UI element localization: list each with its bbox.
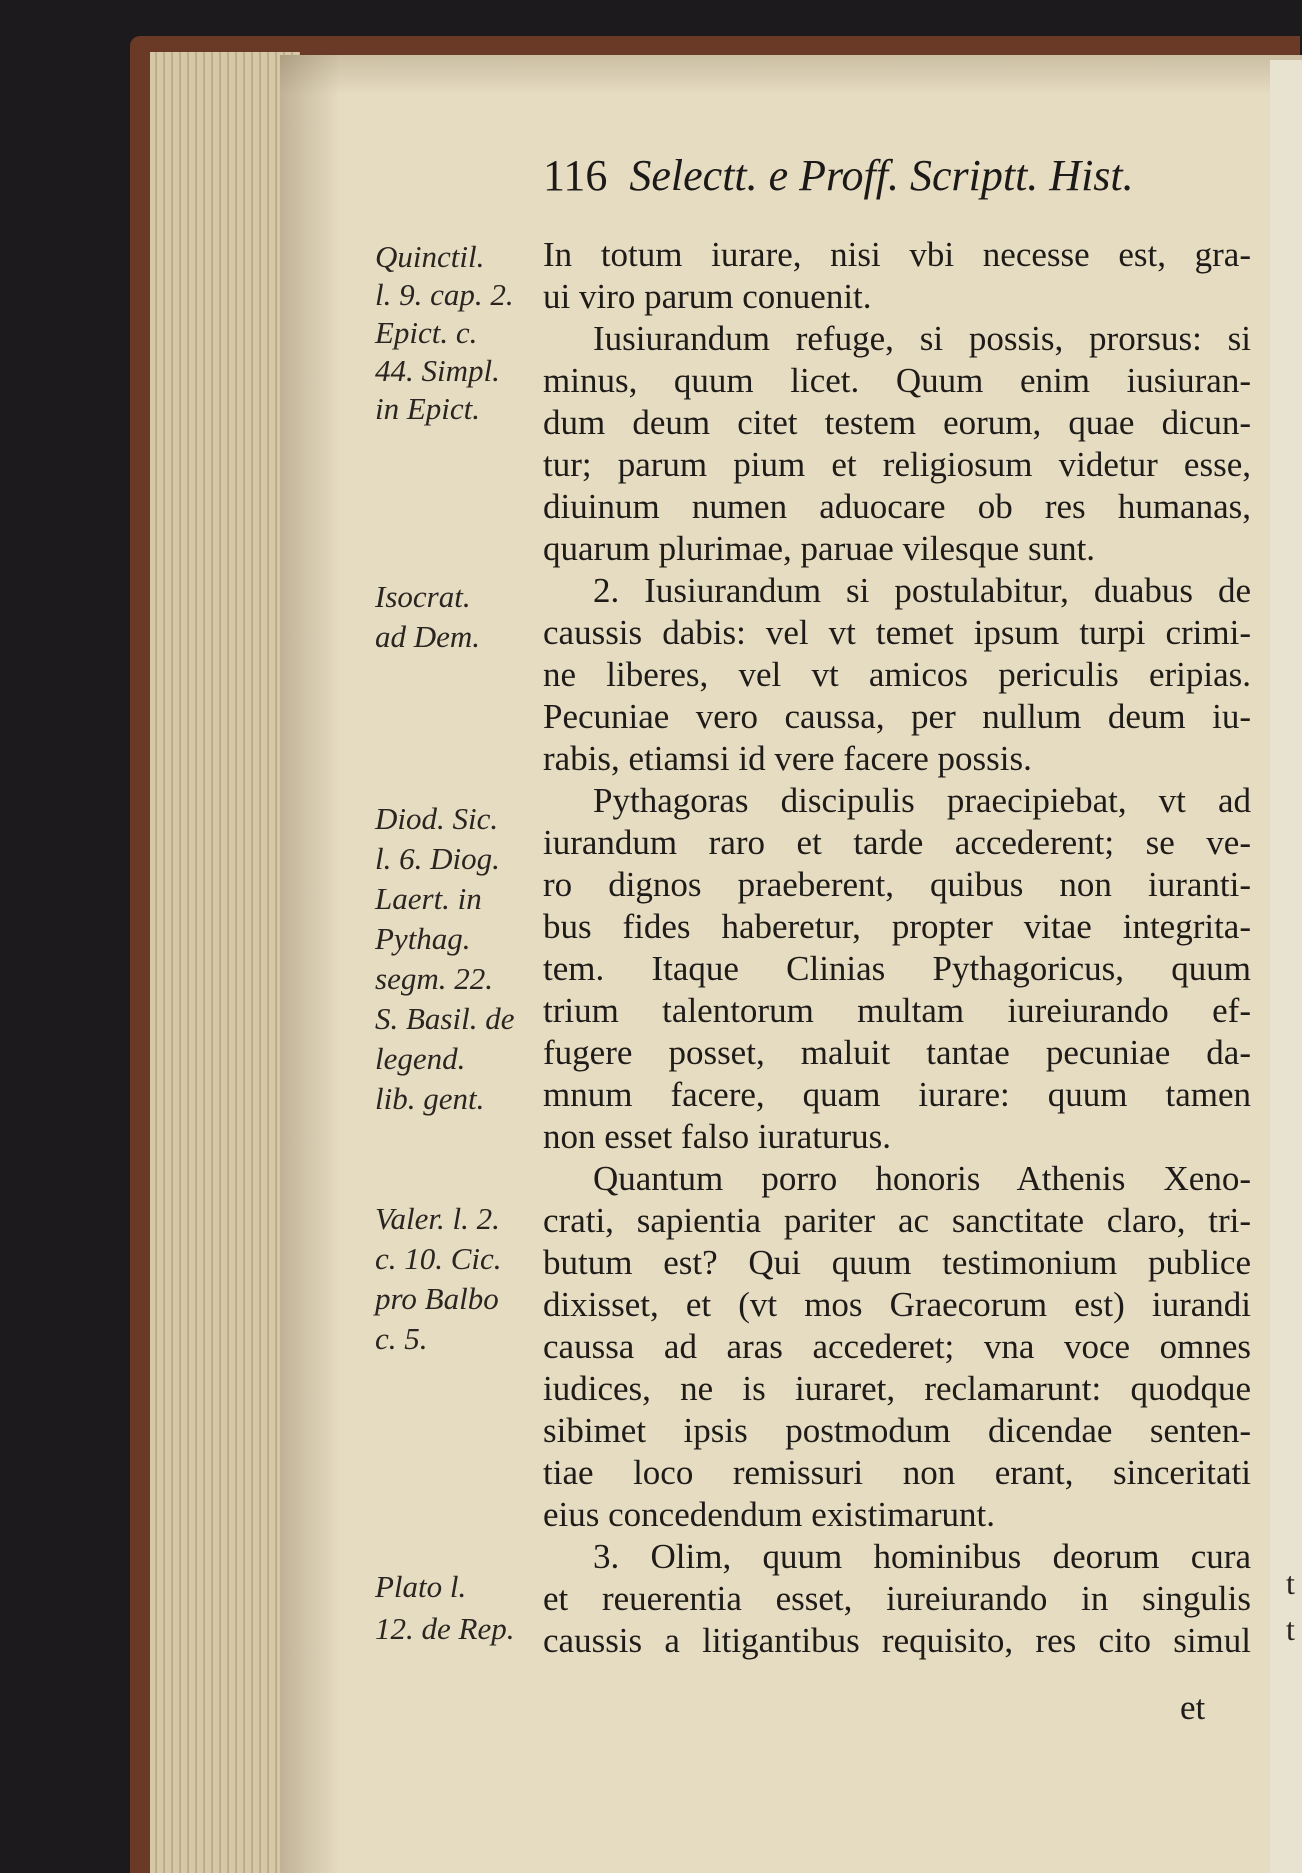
marginal-note-line: lib. gent.: [375, 1081, 485, 1116]
running-title: Selectt. e Proff. Scriptt. Hist.: [629, 151, 1134, 200]
marginal-note-line: ad Dem.: [375, 619, 481, 654]
text-line: In totum iurare, nisi vbi necesse est, gra-: [543, 235, 1251, 274]
text-line: caussis a litigantibus requisito, res cito simul: [543, 1621, 1251, 1660]
text-line: dixisset, et (vt mos Graecorum est) iurandi: [543, 1285, 1251, 1324]
facing-page-letters: [1286, 1560, 1295, 1652]
text-line: butum est? Qui quum testimonium publice: [543, 1243, 1251, 1282]
text-line: diuinum numen aduocare ob res humanas,: [543, 487, 1251, 526]
catchword: et: [1180, 1688, 1206, 1727]
text-line: ne liberes, vel vt amicos periculis eripias.: [543, 655, 1251, 694]
facing-page-letter: t: [1286, 1565, 1295, 1601]
page-stack: [150, 52, 300, 1873]
marginal-note-line: Isocrat.: [375, 579, 471, 614]
text-line: mnum facere, quam iurare: quum tamen: [543, 1075, 1251, 1114]
text-line: ui viro parum conuenit.: [543, 277, 872, 316]
marginal-note-line: Pythag.: [375, 921, 471, 956]
text-line: crati, sapientia pariter ac sanctitate claro, tri-: [543, 1201, 1251, 1240]
text-line: 3. Olim, quum hominibus deorum cura: [593, 1537, 1251, 1576]
facing-page-letter: t: [1286, 1611, 1295, 1647]
text-line: tur; parum pium et religiosum videtur esse,: [543, 445, 1251, 484]
text-line: Pecuniae vero caussa, per nullum deum iu-: [543, 697, 1251, 736]
marginal-note-line: Plato l.: [375, 1569, 467, 1604]
text-line: rabis, etiamsi id vere facere possis.: [543, 739, 1032, 778]
text-line: dum deum citet testem eorum, quae dicun-: [543, 403, 1251, 442]
marginal-note-line: in Epict.: [375, 391, 481, 426]
marginal-note-line: Quinctil.: [375, 239, 485, 274]
marginal-note-line: S. Basil. de: [375, 1001, 515, 1036]
marginal-note-line: 12. de Rep.: [375, 1611, 515, 1646]
text-line: Pythagoras discipulis praecipiebat, vt ad: [593, 781, 1251, 820]
text-line: caussis dabis: vel vt temet ipsum turpi crimi-: [543, 613, 1251, 652]
text-line: Quantum porro honoris Athenis Xeno-: [593, 1159, 1251, 1198]
text-line: caussa ad aras accederet; vna voce omnes: [543, 1327, 1251, 1366]
text-line: sibimet ipsis postmodum dicendae senten-: [543, 1411, 1251, 1450]
marginal-note-line: Diod. Sic.: [375, 801, 499, 836]
text-line: eius concedendum existimarunt.: [543, 1495, 995, 1534]
text-line: Iusiurandum refuge, si possis, prorsus: si: [593, 319, 1251, 358]
marginal-note-line: Valer. l. 2.: [375, 1201, 500, 1236]
marginal-note-line: legend.: [375, 1041, 466, 1076]
running-head: [543, 150, 1243, 210]
text-line: et reuerentia esset, iureiurando in singulis: [543, 1579, 1251, 1618]
marginal-note-line: l. 6. Diog.: [375, 841, 500, 876]
text-line: trium talentorum multam iureiurando ef-: [543, 991, 1251, 1030]
text-line: bus fides haberetur, propter vitae integrita-: [543, 907, 1251, 946]
marginal-note-line: c. 10. Cic.: [375, 1241, 502, 1276]
text-line: ro dignos praeberent, quibus non iuranti-: [543, 865, 1251, 904]
text-line: quarum plurimae, paruae vilesque sunt.: [543, 529, 1096, 568]
page-number: 116: [543, 151, 608, 200]
text-line: non esset falso iuraturus.: [543, 1117, 891, 1156]
marginal-note-line: l. 9. cap. 2.: [375, 277, 514, 312]
text-line: fugere posset, maluit tantae pecuniae da-: [543, 1033, 1251, 1072]
text-line: iurandum raro et tarde accederent; se ve-: [543, 823, 1251, 862]
text-line: tem. Itaque Clinias Pythagoricus, quum: [543, 949, 1251, 988]
marginal-note-line: Epict. c.: [375, 315, 478, 350]
marginal-note-line: Laert. in: [375, 881, 482, 916]
marginal-note-line: 44. Simpl.: [375, 353, 500, 388]
text-line: minus, quum licet. Quum enim iusiuran-: [543, 361, 1251, 400]
text-line: 2. Iusiurandum si postulabitur, duabus de: [593, 571, 1251, 610]
marginal-note-line: pro Balbo: [375, 1281, 499, 1316]
text-line: tiae loco remissuri non erant, sinceritati: [543, 1453, 1251, 1492]
marginal-note-line: c. 5.: [375, 1321, 428, 1356]
text-line: iudices, ne is iuraret, reclamarunt: quodque: [543, 1369, 1251, 1408]
marginal-note-line: segm. 22.: [375, 961, 493, 996]
